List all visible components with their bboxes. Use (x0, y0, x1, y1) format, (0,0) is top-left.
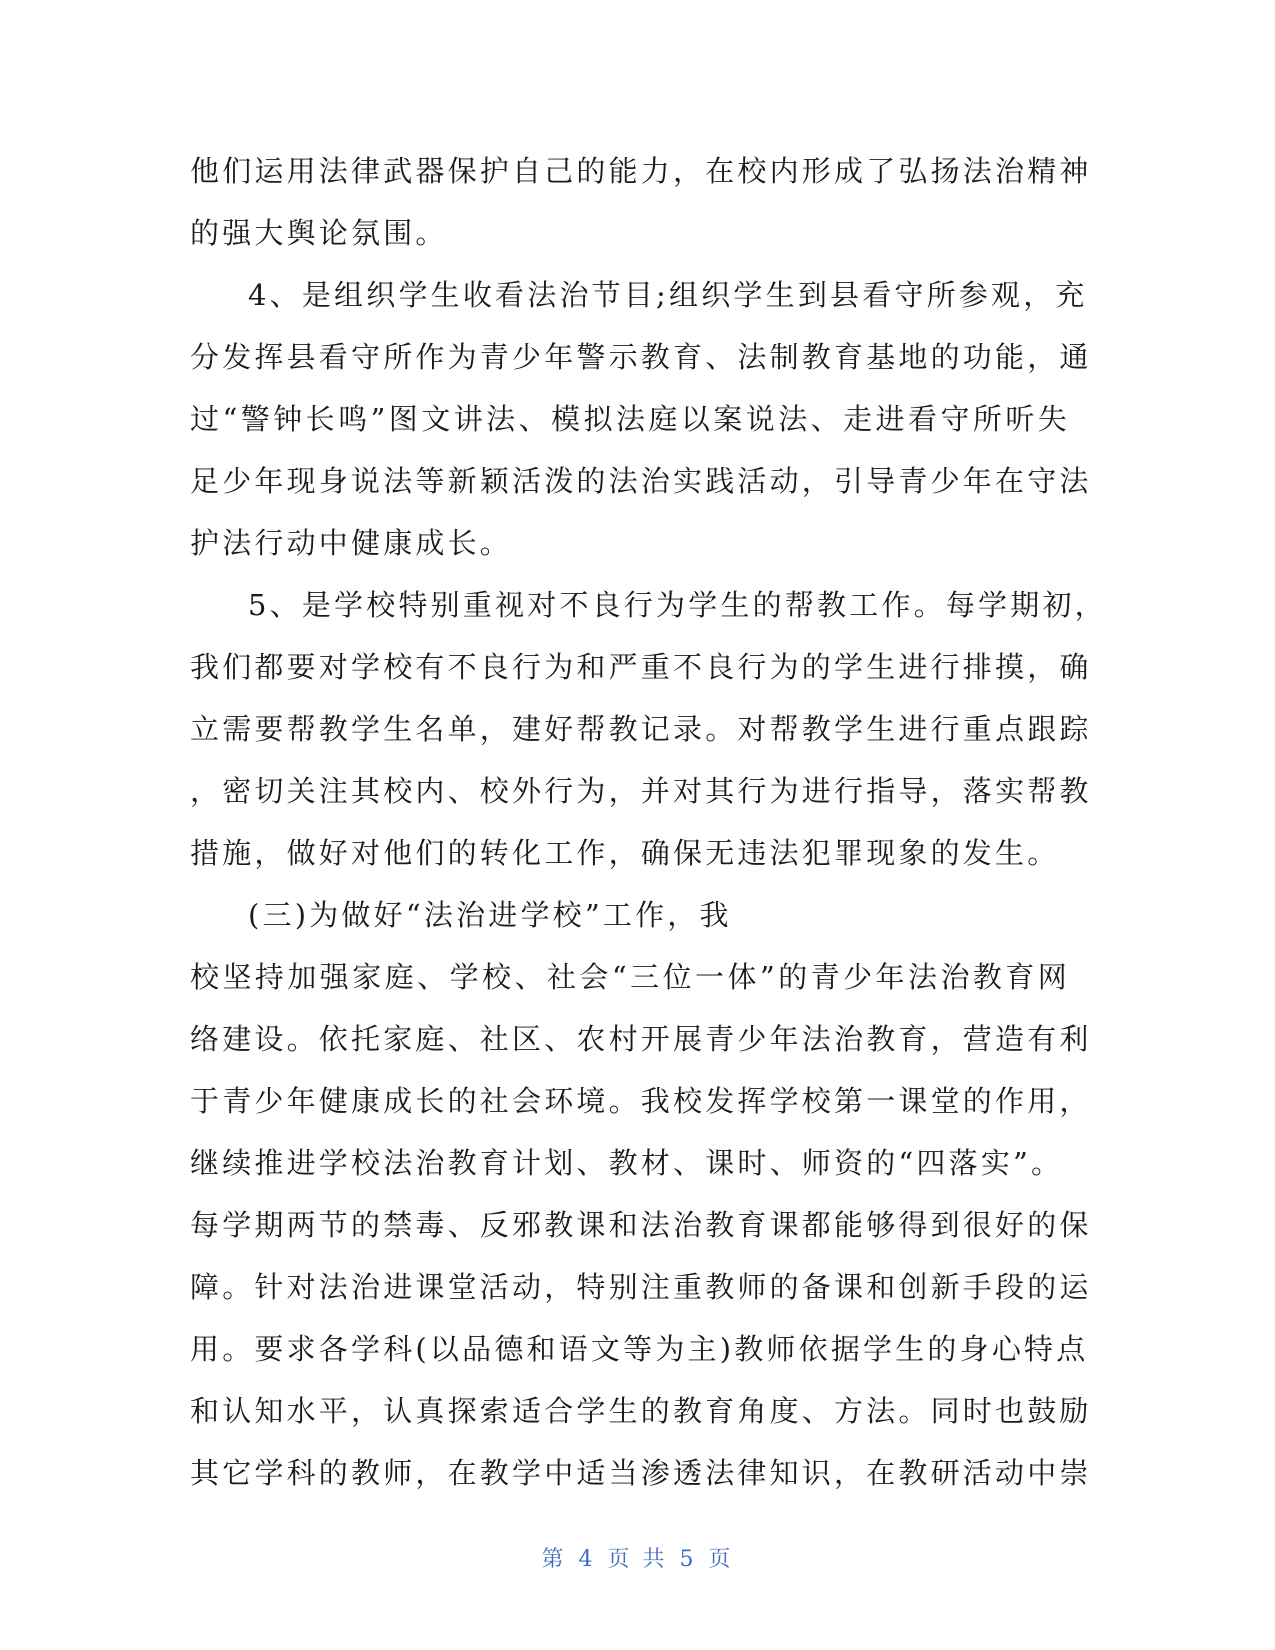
text-line: 他们运用法律武器保护自己的能力，在校内形成了弘扬法治精神 (190, 154, 1092, 188)
text-line: 障。针对法治进课堂活动，特别注重教师的备课和创新手段的运 (190, 1270, 1092, 1304)
text-line: 于青少年健康成长的社会环境。我校发挥学校第一课堂的作用， (190, 1084, 1092, 1118)
page-number: 4 (578, 1547, 596, 1572)
text-line: 过“警钟长鸣”图文讲法、模拟法庭以案说法、走进看守所听失 (190, 402, 1070, 436)
text-line: 其它学科的教师，在教学中适当渗透法律知识，在教研活动中崇 (190, 1456, 1092, 1490)
text-line: 和认知水平，认真探索适合学生的教育角度、方法。同时也鼓励 (190, 1394, 1092, 1428)
text-line: (三)为做好“法治进学校”工作，我 (248, 898, 732, 932)
text-line: 4、是组织学生收看法治节目;组织学生到县看守所参观，充 (248, 278, 1088, 312)
body-text (190, 148, 1107, 1512)
text-line: 用。要求各学科(以品德和语文等为主)教师依据学生的身心特点 (190, 1332, 1089, 1366)
text-line: 护法行动中健康成长。 (190, 526, 513, 560)
text-line: 5、是学校特别重视对不良行为学生的帮教工作。每学期初， (248, 588, 1107, 622)
text-line: 校坚持加强家庭、学校、社会“三位一体”的青少年法治教育网 (190, 960, 1070, 994)
text-line: 足少年现身说法等新颖活泼的法治实践活动，引导青少年在守法 (190, 464, 1092, 498)
text-line: 我们都要对学校有不良行为和严重不良行为的学生进行排摸，确 (190, 650, 1092, 684)
text-line: 每学期两节的禁毒、反邪教课和法治教育课都能够得到很好的保 (190, 1208, 1092, 1242)
text-line: ，密切关注其校内、校外行为，并对其行为进行指导，落实帮教 (190, 774, 1092, 808)
page-footer (0, 1542, 1275, 1573)
footer-middle: 页 共 (607, 1547, 668, 1572)
total-pages: 5 (679, 1547, 697, 1572)
footer-suffix: 页 (708, 1547, 734, 1572)
text-line: 络建设。依托家庭、社区、农村开展青少年法治教育，营造有利 (190, 1022, 1092, 1056)
text-line: 措施，做好对他们的转化工作，确保无违法犯罪现象的发生。 (190, 836, 1060, 870)
text-line: 分发挥县看守所作为青少年警示教育、法制教育基地的功能，通 (190, 340, 1092, 374)
text-line: 的强大舆论氛围。 (190, 216, 448, 250)
text-line: 继续推进学校法治教育计划、教材、课时、师资的“四落实”。 (190, 1146, 1064, 1180)
text-line: 立需要帮教学生名单，建好帮教记录。对帮教学生进行重点跟踪 (190, 712, 1092, 746)
footer-prefix: 第 (541, 1547, 567, 1572)
